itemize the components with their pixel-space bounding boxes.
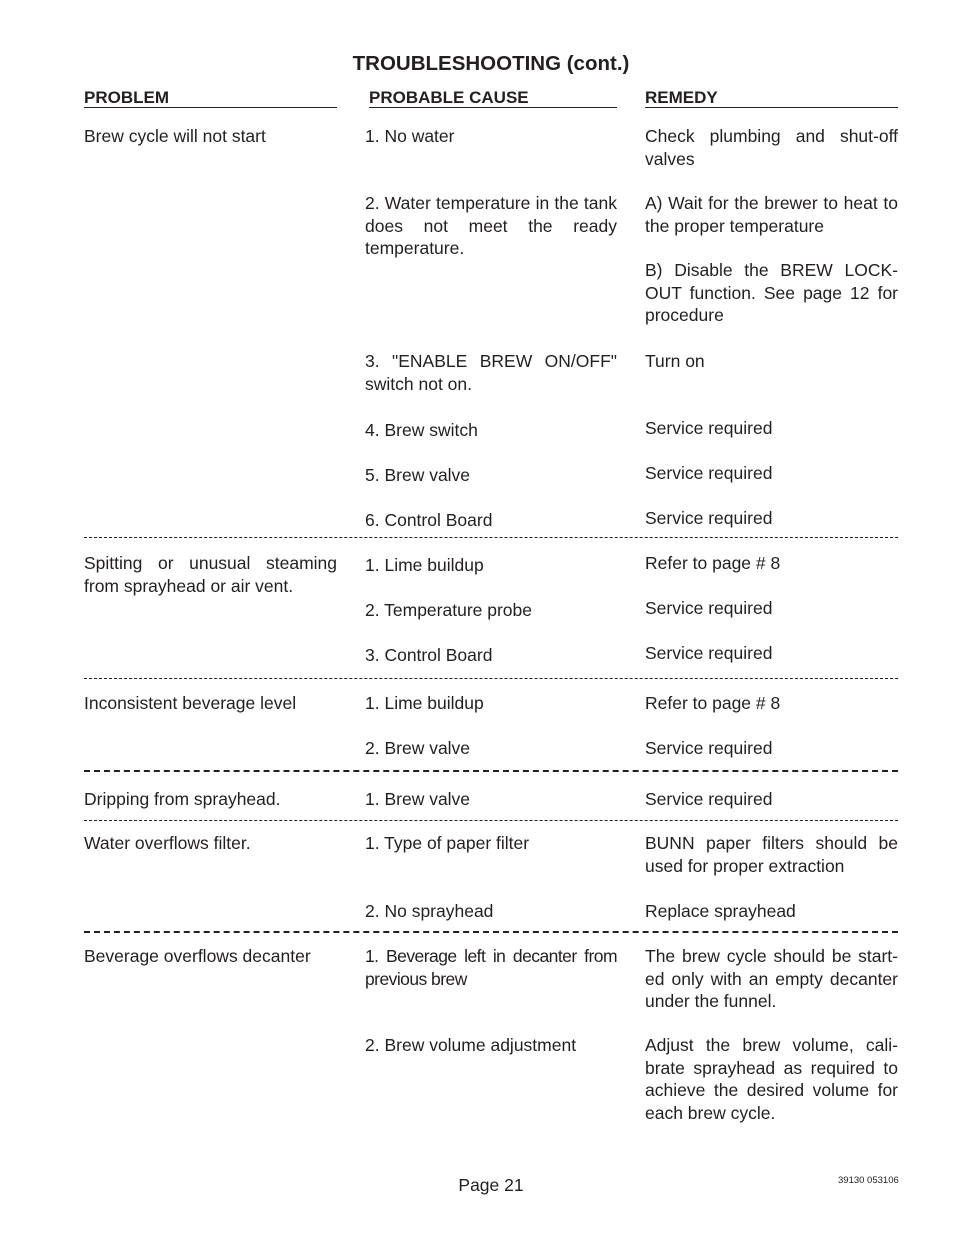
cause-text: 3. Control Board (365, 645, 493, 665)
remedy-text: The brew cycle should be start-ed only with an empty decanter under the funnel. (645, 946, 898, 1012)
remedy-header: REMEDY (645, 88, 898, 108)
remedy-text: B) Disable the BREW LOCK-OUT function. See page 12 for procedure (645, 260, 898, 326)
cause-text: 3. "ENABLE BREW ON/OFF" switch not on. (365, 351, 617, 394)
remedy-text: Check plumbing and shut-off valves (645, 126, 898, 169)
cause-text: 1. Lime buildup (365, 693, 484, 713)
cause-text: 2. No sprayhead (365, 901, 494, 921)
page-title: TROUBLESHOOTING (cont.) (352, 52, 630, 75)
problem-text: Dripping from sprayhead. (84, 789, 281, 809)
problem-text: Brew cycle will not start (84, 126, 266, 146)
cause-text: 1. Type of paper filter (365, 833, 530, 853)
cause-text: 2. Temperature probe (365, 600, 533, 620)
remedy-text: Service required (645, 418, 773, 438)
page-number: Page 21 (458, 1175, 524, 1195)
row-divider (84, 537, 898, 538)
problem-header: PROBLEM (84, 88, 337, 108)
cause-text: 4. Brew switch (365, 420, 478, 440)
cause-text: 2. Brew valve (365, 738, 471, 758)
remedy-text: Service required (645, 508, 773, 528)
remedy-text: Turn on (645, 351, 705, 371)
cause-text: 2. Brew volume adjustment (365, 1035, 577, 1055)
remedy-text: Adjust the brew volume, cali-brate sprayhead as required to achieve the desired volume for each brew cycle. (645, 1035, 898, 1123)
remedy-text: Replace sprayhead (645, 901, 796, 921)
cause-text: 2. Water temperature in the tank does not meet the ready temperature. (365, 193, 617, 259)
cause-text: 1. No water (365, 126, 455, 146)
document-code: 39130 053106 (838, 1175, 899, 1186)
row-divider (84, 678, 898, 679)
problem-text: Beverage overflows decanter (84, 946, 311, 966)
row-divider (84, 770, 898, 772)
remedy-text: A) Wait for the brewer to heat to the proper temperature (645, 193, 898, 236)
problem-text: Inconsistent beverage level (84, 693, 297, 713)
cause-text: 1. Lime buildup (365, 555, 484, 575)
row-divider (84, 931, 898, 933)
row-divider (84, 820, 898, 821)
cause-text: 5. Brew valve (365, 465, 471, 485)
problem-text: Spitting or unusual steaming from sprayhead or air vent. (84, 553, 337, 596)
cause-header: PROBABLE CAUSE (369, 88, 617, 108)
cause-text: 1. Brew valve (365, 789, 471, 809)
remedy-text: Service required (645, 738, 773, 758)
remedy-text: Service required (645, 789, 773, 809)
remedy-text: Service required (645, 643, 773, 663)
cause-text: 1. Beverage left in decanter from previous brew (365, 946, 617, 989)
remedy-text: Service required (645, 463, 773, 483)
remedy-text: Refer to page # 8 (645, 553, 781, 573)
problem-text: Water overflows filter. (84, 833, 251, 853)
remedy-text: Service required (645, 598, 773, 618)
cause-text: 6. Control Board (365, 510, 493, 530)
remedy-text: BUNN paper filters should be used for proper extraction (645, 833, 898, 876)
remedy-text: Refer to page # 8 (645, 693, 781, 713)
